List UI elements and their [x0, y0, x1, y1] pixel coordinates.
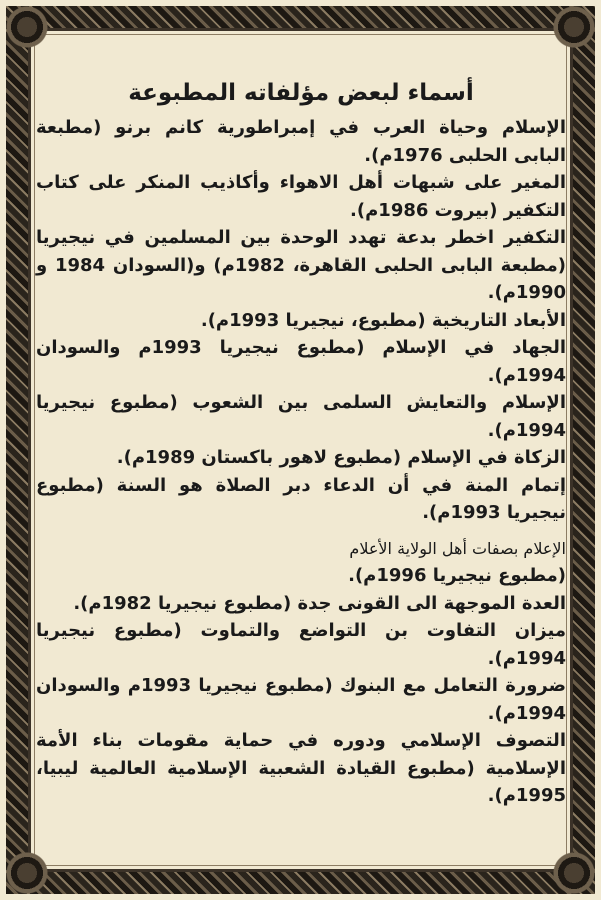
list-item: الإعلام بصفات أهل الولاية الأعلام — [349, 538, 566, 558]
corner-ornament-bottom-right — [547, 846, 601, 900]
list-item: التصوف الإسلامي ودوره في حماية مقومات بناء الأمة الإسلامية (مطبوع القيادة الشعبية الإسلامية العالمية ليبيا، 1995م). — [36, 730, 566, 806]
corner-ornament-top-right — [547, 0, 601, 54]
list-item: العدة الموجهة الى القونى جدة (مطبوع نيجيريا 1982م). — [73, 592, 566, 614]
list-item: (مطبوع نيجيريا 1996م). — [348, 565, 566, 586]
corner-ornament-bottom-left — [0, 846, 54, 900]
list-item: الزكاة في الإسلام (مطبوع لاهور باكستان 1989م). — [116, 447, 566, 468]
list-item: الجهاد في الإسلام (مطبوع نيجيريا 1993م والسودان 1994م). — [36, 337, 566, 386]
list-item: ضرورة التعامل مع البنوك (مطبوع نيجيريا 1993م والسودان 1994م). — [36, 675, 566, 724]
list-item: الإسلام وحياة العرب في إمبراطورية كانم برنو (مطبعة البابى الحلبى 1976م). — [36, 117, 566, 166]
list-item: المغير على شبهات أهل الاهواء وأكاذيب المنكر على كتاب التكفير (بيروت 1986م). — [36, 172, 566, 221]
corner-ornament-top-left — [0, 0, 54, 54]
page-title: أسماء لبعض مؤلفاته المطبوعة — [128, 80, 474, 106]
list-item: ميزان التفاوت بن التواضع والتماوت (مطبوع نيجيريا 1994م). — [36, 620, 566, 669]
content-area — [36, 78, 566, 810]
list-item: إتمام المنة في أن الدعاء دبر الصلاة هو السنة (مطبوع نيجيريا 1993م). — [36, 474, 566, 523]
list-item: الأبعاد التاريخية (مطبوع، نيجيريا 1993م). — [200, 309, 566, 331]
list-item: التكفير اخطر بدعة تهدد الوحدة بين المسلمين في نيجيريا (مطبعة البابى الحلبى القاهرة، 1982م) و(السودان 1984 و 1990م). — [36, 227, 566, 303]
list-item: الإسلام والتعايش السلمى بين الشعوب (مطبوع نيجيريا 1994م). — [36, 392, 566, 441]
